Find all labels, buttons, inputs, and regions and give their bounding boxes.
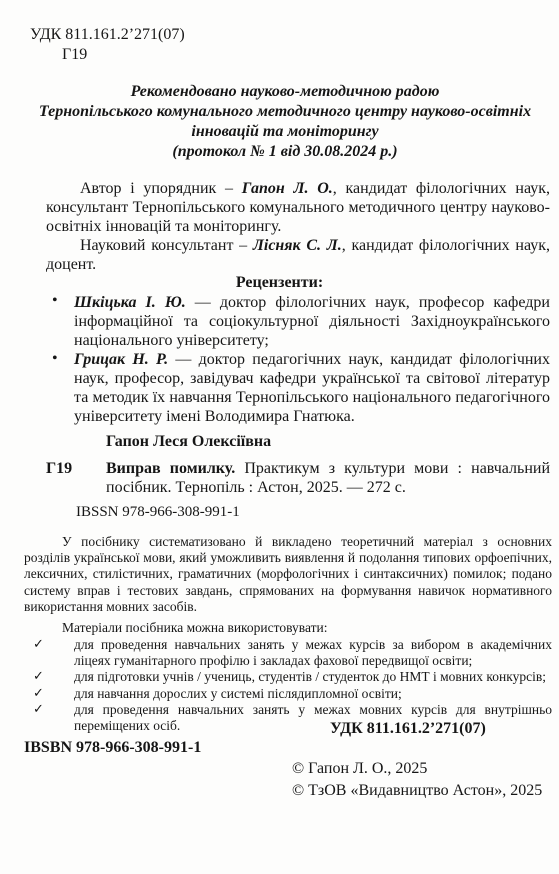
book-title: Виправ помилку.: [106, 460, 236, 477]
udk-code-bottom: УДК 811.161.2’271(07): [330, 720, 486, 737]
reviewer-description: — доктор філологічних наук, професор кафедри інформаційної та соціокультурної діяльності Західноукраїнського національного університету;: [74, 294, 550, 349]
consultant-description: , кандидат філологічних наук, доцент.: [46, 237, 551, 273]
author-description: , кандидат філологічних наук, консультант Тернопільського комунального методичного центру науково-освітніх інновацій та моніторингу.: [46, 180, 551, 235]
list-item-text: для проведення навчальних занять у межах курсів за вибором в академічних ліцеях гуманітарного профілю і закладах фахової передвищої освіти;: [74, 637, 552, 669]
bibliographic-code: Г19: [46, 460, 73, 477]
list-item-text: для навчання дорослих у системі післядипломної освіти;: [74, 685, 402, 701]
consultant-name: Лісняк С. Л.: [252, 237, 342, 254]
book-details: Практикум з культури мови : навчальний посібник. Тернопіль : Астон, 2025. — 272 с.: [106, 460, 550, 496]
bibliographic-author: Гапон Леся Олексіївна: [106, 433, 272, 450]
checkmark-icon: ✓: [33, 637, 44, 652]
checkmark-icon: ✓: [33, 701, 44, 717]
author-prefix: Автор і упорядник –: [80, 180, 242, 197]
checkmark-icon: ✓: [33, 685, 44, 701]
recommendation-protocol: (протокол № 1 від 30.08.2024 р.): [172, 143, 398, 160]
bullet-icon: •: [52, 292, 58, 309]
recommendation-block: [20, 82, 550, 162]
list-item: [24, 669, 552, 685]
copyright-publisher: © ТзОВ «Видавництво Астон», 2025: [292, 782, 543, 799]
abstract-paragraph: У посібнику систематизовано й викладено теоретичний матеріал з основних розділів української мови, який уможливить виявлення й подолання типових орфоепічних, лексичних, стилістичних, граматичних (морфологічних і синтаксичних) помилок; подано систему вправ і тестових завдань, спрямованих на формування навичок нормативного використання мовних засобів.: [24, 534, 552, 614]
recommendation-line: інновацій та моніторингу: [191, 123, 379, 140]
bullet-icon: •: [52, 350, 58, 367]
consultant-paragraph: [46, 236, 550, 274]
list-item: [24, 686, 552, 702]
recommendation-line: Тернопільського комунального методичного центру науково-освітніх: [38, 103, 532, 120]
list-item-text: для підготовки учнів / учениць, студентів / студенток до НМТ і мовних конкурсів;: [74, 669, 546, 685]
copyright-author: © Гапон Л. О., 2025: [292, 760, 428, 777]
materials-intro: Матеріали посібника можна використовувати:: [62, 620, 328, 635]
recommendation-line: Рекомендовано науково-методичною радою: [130, 83, 440, 100]
author-name: Гапон Л. О.: [241, 180, 333, 197]
reviewers-heading: Рецензенти:: [235, 274, 324, 291]
author-mark-top: Г19: [62, 46, 88, 63]
bibliographic-description: [106, 459, 550, 497]
isbn-footer: IBSBN 978-966-308-991-1: [24, 739, 202, 756]
reviewer-name: Грицак Н. Р.: [74, 351, 169, 368]
reviewer-description: — доктор педагогічних наук, кандидат філологічних наук, професор, завідувач кафедри української та світової літератур та методик їх навчання Тернопільського національного педагогічного університету імені Володимира Гнатюка.: [74, 351, 550, 425]
consultant-prefix: Науковий консультант –: [80, 237, 253, 254]
udk-code-top: УДК 811.161.2’271(07): [30, 26, 185, 43]
checkmark-icon: ✓: [33, 669, 44, 685]
reviewer-item: [74, 350, 550, 426]
list-item: [24, 637, 552, 669]
reviewer-name: Шкіцька І. Ю.: [74, 294, 186, 311]
isbn-bibliographic: IBSSN 978-966-308-991-1: [76, 504, 240, 520]
list-item-text: для проведення навчальних занять у межах мовних курсів для внутрішньо переміщених осіб.: [74, 701, 552, 734]
author-paragraph: [46, 179, 550, 236]
reviewer-item: [74, 293, 550, 350]
